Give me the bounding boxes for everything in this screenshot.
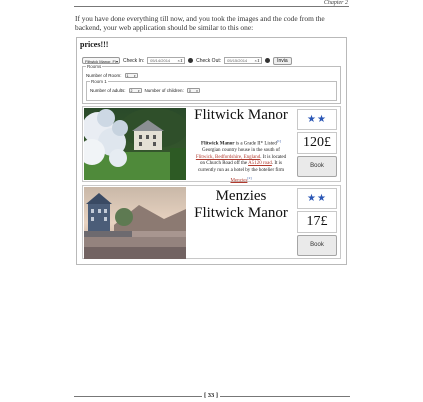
calendar-icon[interactable] <box>265 58 270 63</box>
hotel-name: Flitwick Manor <box>194 107 288 123</box>
chevron-down-icon: ▾ <box>196 89 198 93</box>
number-of-rooms <box>86 73 138 78</box>
hotel-select[interactable] <box>82 57 120 64</box>
children-value: 0 <box>188 89 191 93</box>
stars-box <box>297 109 337 130</box>
chevron-down-icon: ▾ <box>115 59 118 64</box>
check-in-value: 05/14/2014 <box>150 58 171 63</box>
rooms-legend: Rooms <box>87 64 102 69</box>
price-value: 120£ <box>303 135 331 150</box>
chevron-down-icon: ▾ <box>138 89 140 93</box>
price-value: 17£ <box>306 214 328 229</box>
adults-value: 2 <box>130 89 133 93</box>
page-number: [ 33 ] <box>203 392 219 399</box>
book-button[interactable]: Book <box>297 156 337 177</box>
price-box <box>297 211 337 233</box>
check-out-label: Check Out: <box>196 57 222 64</box>
road-link[interactable]: A5120 road <box>248 161 272 167</box>
hotel-card <box>82 185 341 259</box>
hotel-select-value: Flitwick Manor, Fl <box>85 59 116 64</box>
footer-rule-left <box>74 396 202 397</box>
children-select[interactable] <box>187 88 200 93</box>
chapter-header-rule <box>74 6 349 7</box>
hotel-description-text: . It is located on Church Road off the <box>200 154 287 167</box>
adults-label: Number of adults: <box>90 88 126 93</box>
number-of-rooms-select[interactable] <box>125 73 138 78</box>
star-rating: ★★ <box>307 114 327 125</box>
rooms-fieldset <box>82 66 341 104</box>
room-legend: Room 1 <box>91 79 107 84</box>
menzies-link[interactable]: Menzies <box>230 178 248 184</box>
adults-select[interactable] <box>129 88 142 93</box>
number-of-rooms-label: Number of Room: <box>86 73 122 78</box>
invia-button[interactable]: Invia <box>273 57 292 65</box>
calendar-icon[interactable] <box>188 58 193 63</box>
hotel-photo <box>84 187 186 259</box>
citation-ref[interactable]: [1] <box>276 139 281 143</box>
hotel-name: Menzies Flitwick Manor <box>194 188 288 221</box>
star-rating: ★★ <box>307 193 327 204</box>
hotel-description <box>193 138 289 185</box>
app-title: prices!!! <box>80 40 109 49</box>
price-box <box>297 132 337 154</box>
hotel-description-bold: Flitwick Manor <box>201 141 235 147</box>
check-in-input[interactable] <box>147 57 185 64</box>
hotel-card <box>82 106 341 182</box>
room-fields <box>90 88 200 93</box>
number-of-rooms-value: 1 <box>126 74 129 78</box>
location-link[interactable]: Flitwick, Bedfordshire, England <box>195 154 261 160</box>
search-bar <box>82 56 292 65</box>
stars-box <box>297 188 337 209</box>
hotel-photo <box>84 108 186 180</box>
hotel-description-text: Georgian country house in the south of <box>202 148 280 154</box>
check-out-input[interactable] <box>224 57 262 64</box>
check-in-label: Check In: <box>123 57 145 64</box>
room-fieldset <box>86 81 337 101</box>
chevron-down-icon: ▾ <box>134 74 136 78</box>
book-button[interactable]: Book <box>297 235 337 256</box>
app-screenshot-frame <box>76 37 347 265</box>
chapter-label: Chapter 2 <box>323 0 348 6</box>
hotel-description-text: is a Grade II* Listed <box>234 141 277 147</box>
children-label: Number of children: <box>144 88 184 93</box>
check-out-value: 05/15/2014 <box>227 58 248 63</box>
citation-ref[interactable]: [2] <box>247 175 252 180</box>
intro-paragraph: If you have done everything till now, and you took the images and the code from the backend, your web application should be similar to this one: <box>75 14 325 32</box>
footer-rule-right <box>220 396 350 397</box>
hotel-description-text: . It is currently run as a hotel by the hotelier firm <box>197 161 285 174</box>
spinner-icon: ×⇕ <box>254 58 261 63</box>
spinner-icon: ×⇕ <box>177 58 184 63</box>
